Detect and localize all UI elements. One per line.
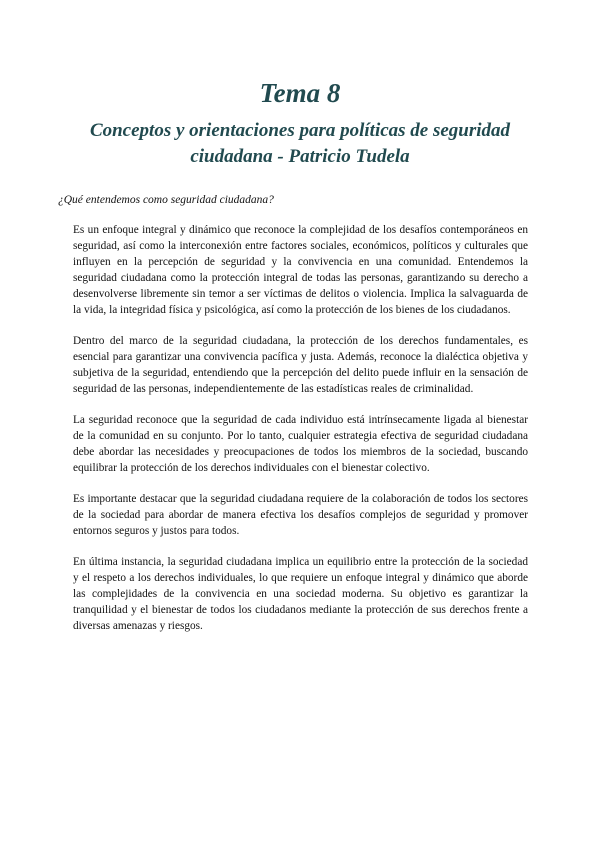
page-subtitle: Conceptos y orientaciones para políticas de seguridad ciudadana - Patricio Tudela bbox=[89, 120, 511, 167]
page-title: Tema 8 bbox=[259, 78, 341, 108]
paragraph: Dentro del marco de la seguridad ciudadana, la protección de los derechos fundamentales, es esencial para garantizar una convivencia pacífica y justa. Además, reconoce la dialéctica objetiva y subjetiva de la seguridad, entendiendo que la percepción del delito puede influir en la sensación de seguridad de las personas, independientemente de las estadísticas reales de criminalidad. bbox=[73, 335, 528, 395]
section-question: ¿Qué entendemos como seguridad ciudadana? bbox=[58, 194, 274, 206]
body-text bbox=[73, 222, 528, 649]
paragraph: La seguridad reconoce que la seguridad de cada individuo está intrínsecamente ligada al bienestar de la comunidad en su conjunto. Por lo tanto, cualquier estrategia efectiva de seguridad ciudadana debe abordar las necesidades y preocupaciones de todos los miembros de la sociedad, buscando equilibrar la protección de los derechos individuales con el bienestar colectivo. bbox=[73, 414, 528, 474]
paragraph: En última instancia, la seguridad ciudadana implica un equilibrio entre la protección de la sociedad y el respeto a los derechos individuales, lo que requiere un enfoque integral y dinámico que aborde las complejidades de la convivencia en una sociedad moderna. Su objetivo es garantizar la tranquilidad y el bienestar de todos los ciudadanos mediante la protección de sus derechos frente a diversas amenazas y riesgos. bbox=[73, 556, 528, 632]
paragraph: Es importante destacar que la seguridad ciudadana requiere de la colaboración de todos los sectores de la sociedad para abordar de manera efectiva los desafíos complejos de seguridad y promover entornos seguros y justos para todos. bbox=[73, 493, 528, 537]
paragraph: Es un enfoque integral y dinámico que reconoce la complejidad de los desafíos contemporáneos en seguridad, así como la interconexión entre factores sociales, económicos, políticos y culturales que influyen en la percepción de seguridad y la convivencia en una comunidad. Entendemos la seguridad ciudadana como la protección integral de todas las personas, garantizando su derecho a desenvolverse libremente sin temor a ser víctimas de delitos o violencia. Implica la salvaguarda de la vida, la integridad física y psicológica, así como la protección de los bienes de los ciudadanos. bbox=[73, 224, 528, 316]
